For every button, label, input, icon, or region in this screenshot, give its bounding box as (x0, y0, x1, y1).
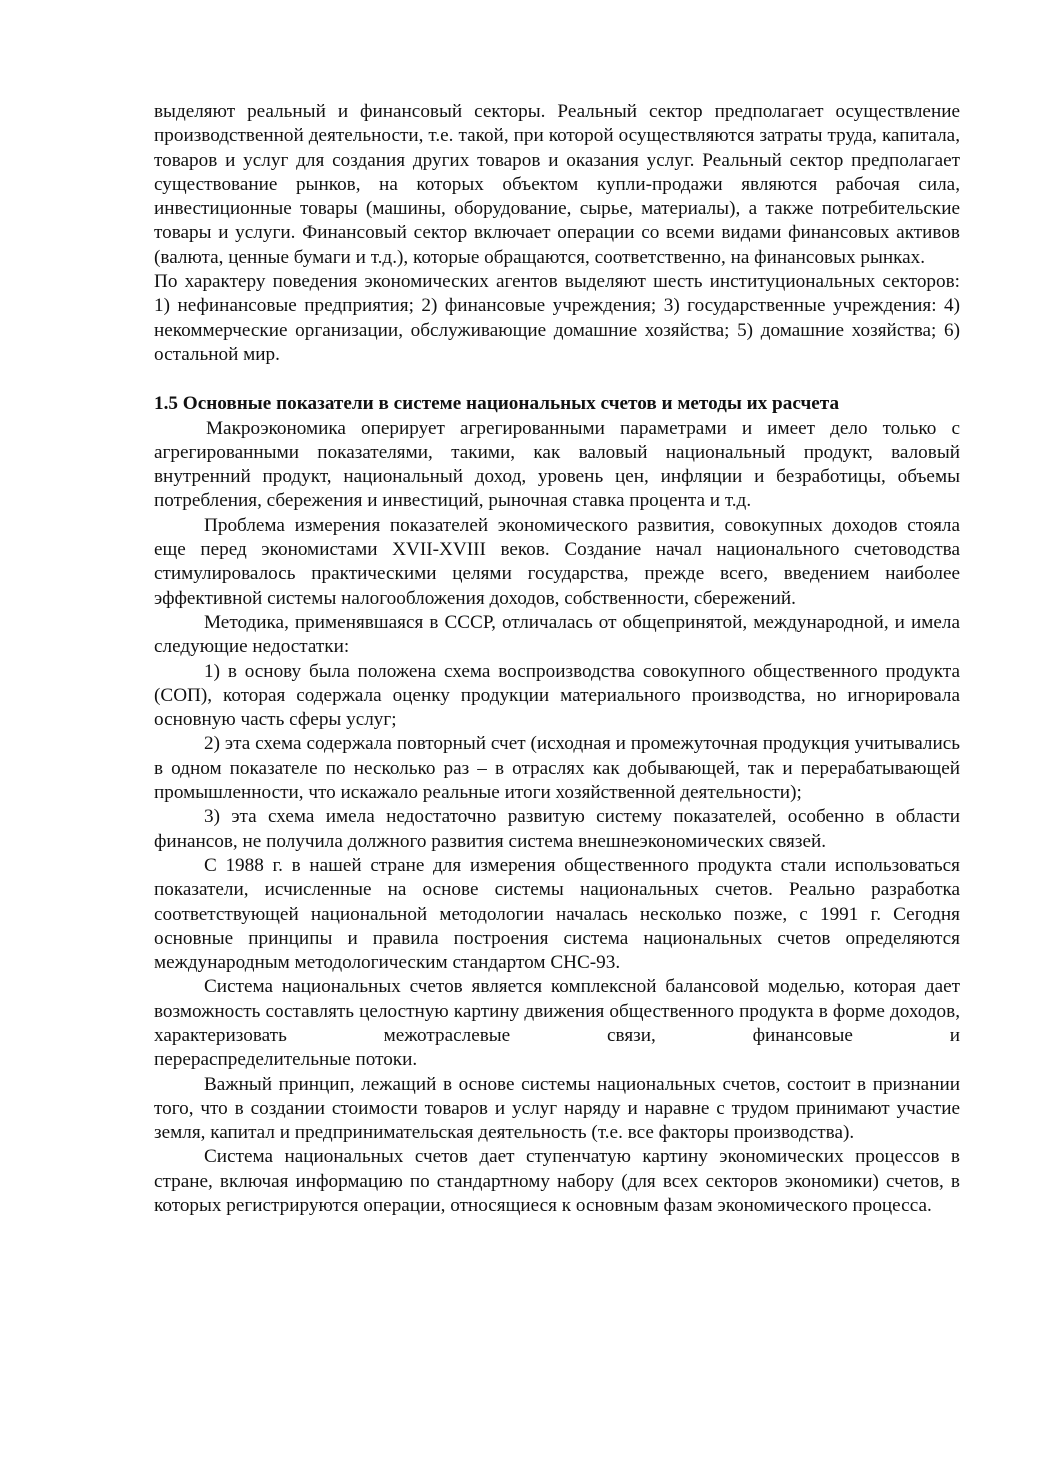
paragraph-ussr-method: Методика, применявшаяся в СССР, отличалась от общепринятой, международной, и имела следующие недостатки: (154, 611, 960, 658)
section-heading: 1.5 Основные показатели в системе национальных счетов и методы их расчета (154, 393, 840, 415)
document-page (154, 100, 960, 1218)
paragraph-stepwise-picture: Система национальных счетов дает ступенчатую картину экономических процессов в стране, включая информацию по стандартному набору (для всех секторов экономики) счетов, в которых регистрируются операции, относящиеся к основным фазам экономического процесса. (154, 1146, 960, 1217)
paragraph-macroeconomics: Макроэкономика оперирует агрегированными параметрами и имеет дело только с агрегированными показателями, такими, как валовый национальный продукт, валовый внутренний продукт, национальный доход, уровень цен, инфляции и безработицы, объемы потребления, сбережения и инвестиций, рыночная ставка процента и т.д. (154, 417, 960, 512)
paragraph-sna-balance-model-end: перераспределительные потоки. (154, 1049, 418, 1071)
list-item-2: 2) эта схема содержала повторный счет (исходная и промежуточная продукция учитывались в одном показателе по несколько раз – в отраслях как добывающей, так и перерабатывающей промышленности, что искажало реальные итоги хозяйственной деятельности); (154, 733, 960, 804)
paragraph-important-principle: Важный принцип, лежащий в основе системы национальных счетов, состоит в признании того, что в создании стоимости товаров и услуг наряду и наравне с трудом принимают участие земля, капитал и предпринимательская деятельность (т.е. все факторы производства). (154, 1073, 960, 1144)
paragraph-since-1988: С 1988 г. в нашей стране для измерения общественного продукта стали использоваться показатели, исчисленные на основе системы национальных счетов. Реально разработка соответствующей национальной методологии началась несколько позже, с 1991 г. Сегодня основные принципы и правила построения система национальных счетов определяются международным методологическим стандартом СНС-93. (154, 854, 960, 974)
list-item-3: 3) эта схема имела недостаточно развитую систему показателей, особенно в области финансов, не получила должного развития система внешнеэкономических связей. (154, 806, 960, 852)
paragraph-measurement-problem: Проблема измерения показателей экономического развития, совокупных доходов стояла еще перед экономистами XVII-XVIII веков. Создание начал национального счетоводства стимулировалось практическими целями государства, прежде всего, введением наиболее эффективной системы налогообложения доходов, собственности, сбережений. (154, 514, 960, 609)
paragraph-sna-balance-model: Система национальных счетов является комплексной балансовой моделью, которая дает возможность составлять целостную картину движения общественного продукта в форме доходов, характеризовать межотраслевые связи, финансовые и (154, 976, 960, 1046)
list-item-1: 1) в основу была положена схема воспроизводства совокупного общественного продукта (СОП), которая содержала оценку продукции материального производства, но игнорировала основную часть сферы услуг; (154, 660, 960, 731)
paragraph-institutional-sectors: По характеру поведения экономических агентов выделяют шесть институциональных секторов: 1) нефинансовые предприятия; 2) финансовые учреждения; 3) государственные учреждения: 4) некоммерческие организации, обслуживающие домашние хозяйства; 5) домашние хозяйства; 6) остальной мир. (154, 271, 960, 365)
paragraph-sectors-intro: выделяют реальный и финансовый секторы. Реальный сектор предполагает осуществление производственной деятельности, т.е. такой, при которой осуществляются затраты труда, капитала, товаров и услуг для создания других товаров и оказания услуг. Реальный сектор предполагает существование рынков, на которых объектом купли-продажи являются рабочая сила, инвестиционные товары (машины, оборудование, сырье, материалы), а также потребительские товары и услуги. Финансовый сектор включает операции со всеми видами финансовых активов (валюта, ценные бумаги и т.д.), которые обращаются, соответственно, на финансовых рынках. (154, 101, 960, 268)
